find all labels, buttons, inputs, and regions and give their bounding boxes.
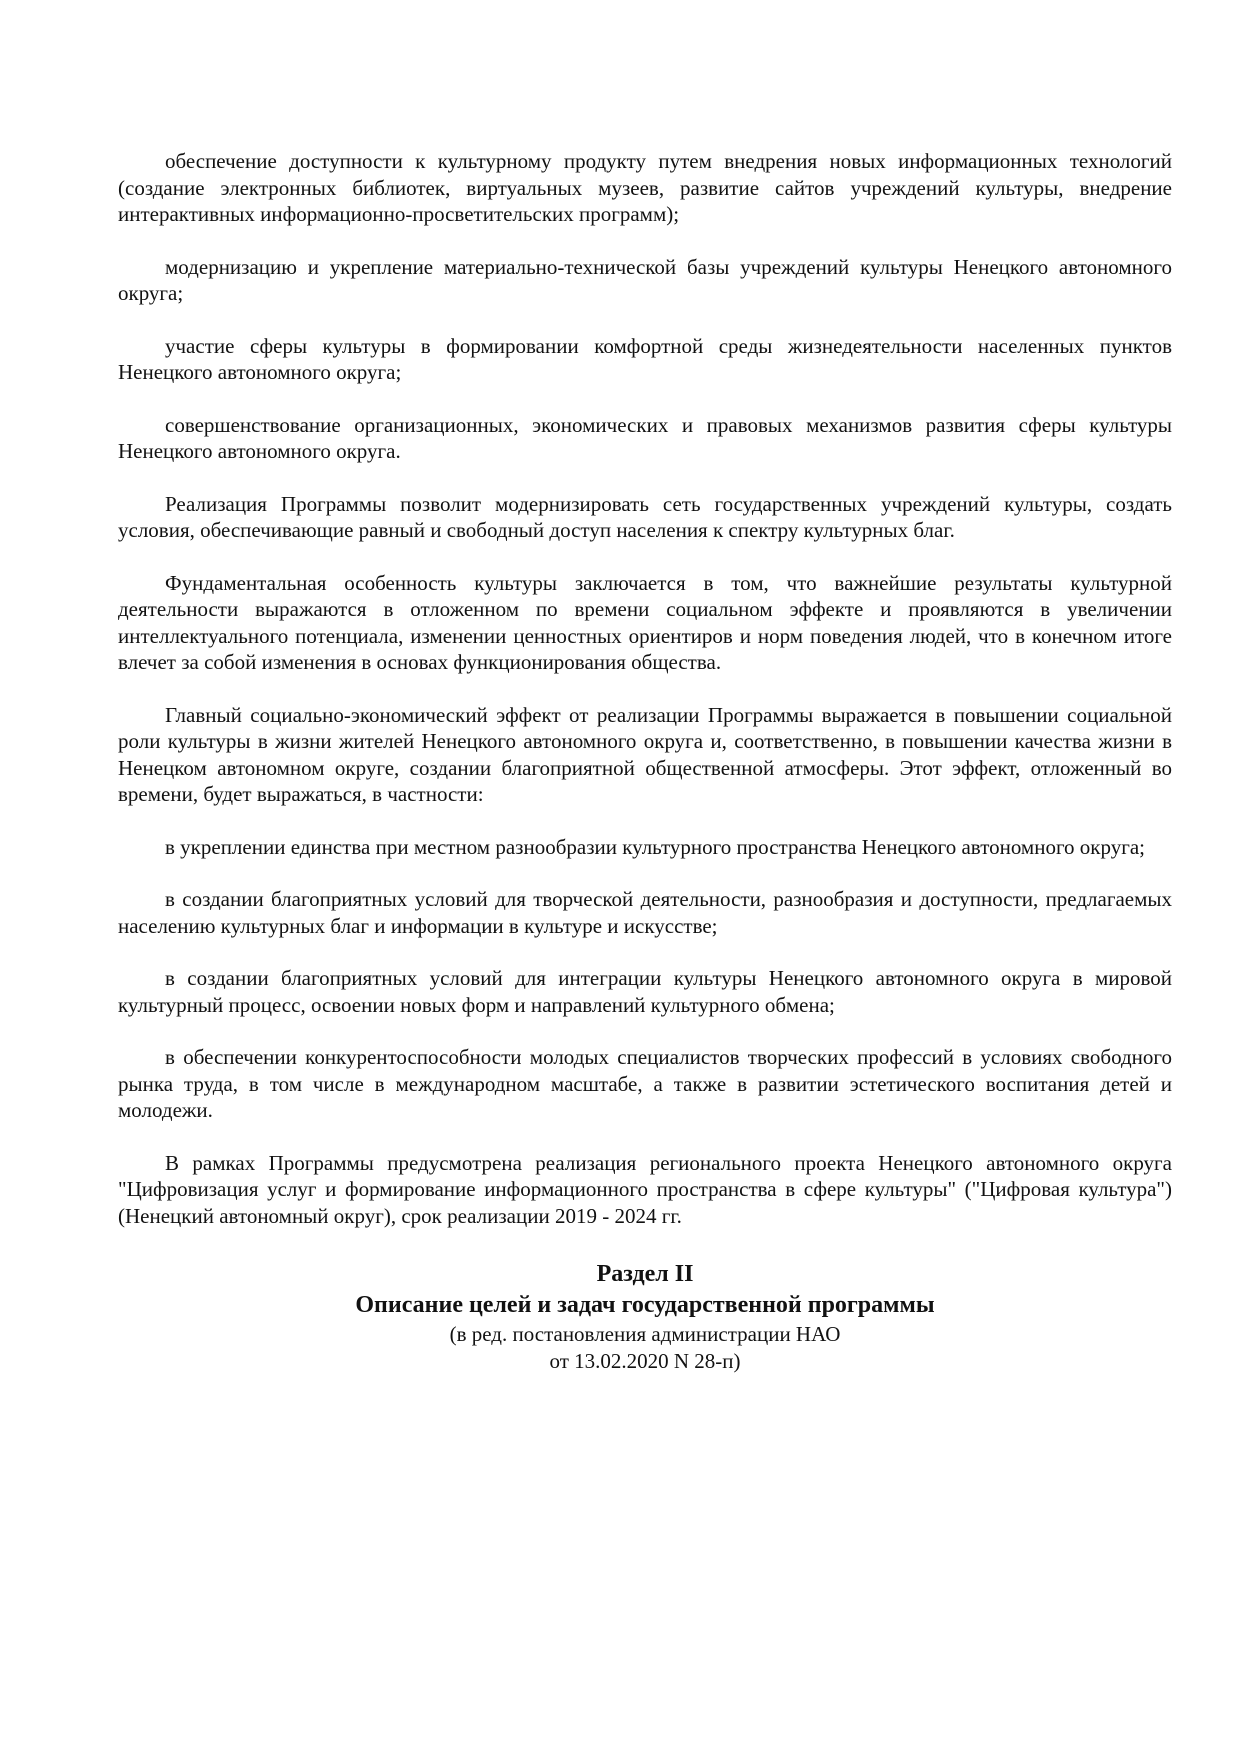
paragraph: Главный социально-экономический эффект от реализации Программы выражается в повышении социальной роли культуры в жизни жителей Ненецкого автономного округа и, соответственно, в повышении качества жизни в Ненецком автономном округе, создании благоприятной общественной атмосферы. Этот эффект, отложенный во времени, будет выражаться, в частности:: [118, 702, 1172, 806]
document-page: [118, 148, 1172, 1375]
amendment-note-line1: (в ред. постановления администрации НАО: [449, 1322, 841, 1346]
paragraph: в обеспечении конкурентоспособности молодых специалистов творческих профессий в условиях свободного рынка труда, в том числе в международном масштабе, а также в развитии эстетического воспитания детей и молодежи.: [118, 1045, 1172, 1122]
paragraph: обеспечение доступности к культурному продукту путем внедрения новых информационных технологий (создание электронных библиотек, виртуальных музеев, развитие сайтов учреждений культуры, внедрение интерактивных информационно-просветительских программ);: [118, 149, 1172, 226]
paragraph: модернизацию и укрепление материально-технической базы учреждений культуры Ненецкого автономного округа;: [118, 254, 1172, 305]
section-title: Описание целей и задач государственной программы: [355, 1292, 935, 1318]
paragraph: Фундаментальная особенность культуры заключается в том, что важнейшие результаты культурной деятельности выражаются в отложенном по времени социальном эффекте и проявляются в увеличении интеллектуального потенциала, изменении ценностных ориентиров и норм поведения людей, что в конечном итоге влечет за собой изменения в основах функционирования общества.: [118, 570, 1172, 674]
paragraph: Реализация Программы позволит модернизировать сеть государственных учреждений культуры, создать условия, обеспечивающие равный и свободный доступ населения к спектру культурных благ.: [118, 491, 1172, 542]
paragraph: совершенствование организационных, экономических и правовых механизмов развития сферы культуры Ненецкого автономного округа.: [118, 412, 1172, 463]
section-number: Раздел II: [596, 1261, 694, 1287]
paragraph: участие сферы культуры в формировании комфортной среды жизнедеятельности населенных пунктов Ненецкого автономного округа;: [118, 333, 1172, 384]
paragraph: в создании благоприятных условий для интеграции культуры Ненецкого автономного округа в мировой культурный процесс, освоении новых форм и направлений культурного обмена;: [118, 966, 1172, 1017]
paragraph: в создании благоприятных условий для творческой деятельности, разнообразия и доступности, предлагаемых населению культурных благ и информации в культуре и искусстве;: [118, 887, 1172, 938]
amendment-note-line2: от 13.02.2020 N 28-п): [549, 1349, 741, 1373]
section-heading: [118, 1259, 1172, 1375]
paragraph: В рамках Программы предусмотрена реализация регионального проекта Ненецкого автономного округа "Цифровизация услуг и формирование информационного пространства в сфере культуры" ("Цифровая культура") (Ненецкий автономный округ), срок реализации 2019 - 2024 гг.: [118, 1150, 1172, 1228]
paragraph: в укреплении единства при местном разнообразии культурного пространства Ненецкого автономного округа;: [165, 834, 1145, 859]
